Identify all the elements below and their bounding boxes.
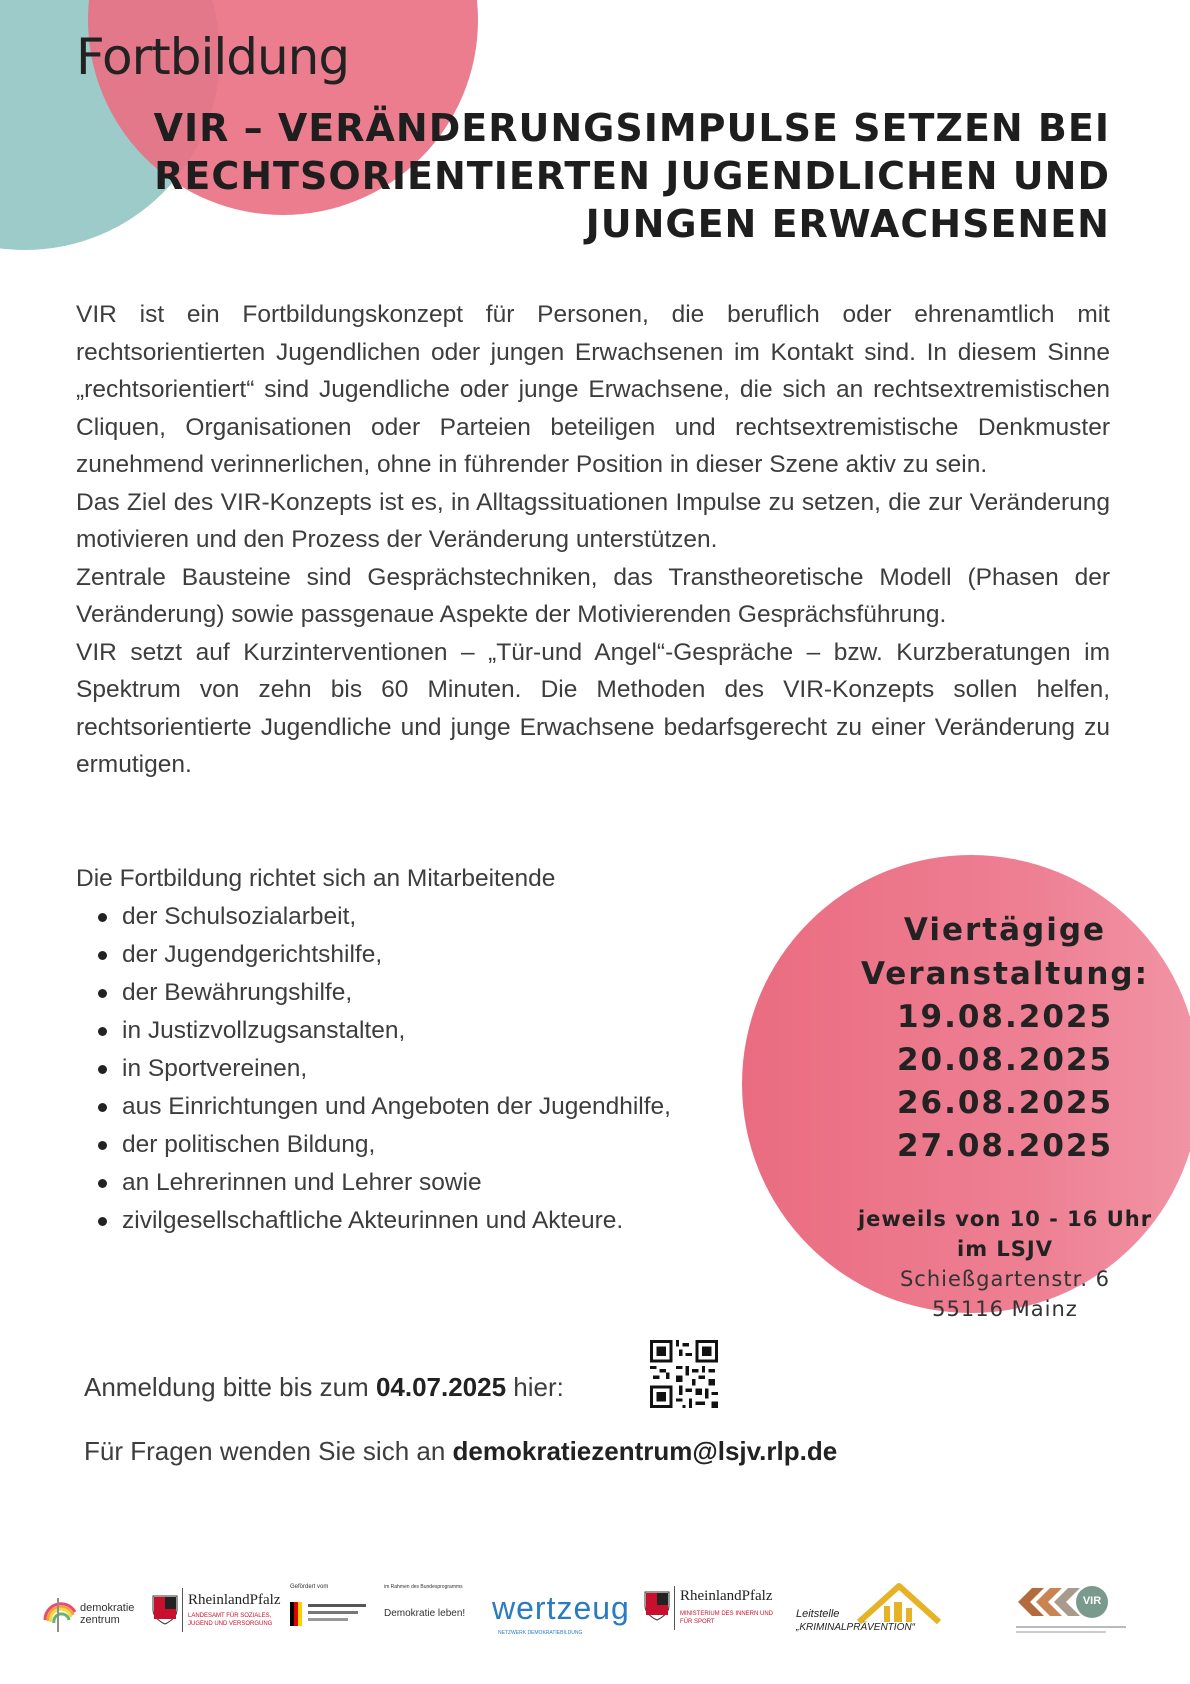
rlp-ministry-logo: RheinlandPfalz MINISTERIUM DES INNERN UND FÜR SPORT (644, 1580, 784, 1650)
paragraph: Das Ziel des VIR-Konzepts ist es, in Alltagssituationen Impulse zu setzen, die zur Veränderung motivieren und den Prozess der Veränderung unterstützen. (76, 488, 1110, 553)
description (76, 296, 1110, 784)
registration-line: Anmeldung bitte bis zum 04.07.2025 hier: (84, 1372, 564, 1402)
title-line: RECHTSORIENTIERTEN JUGENDLICHEN UND (154, 154, 1110, 198)
event-date: 19.08.2025 (896, 999, 1114, 1035)
event-heading: Viertägige (903, 912, 1107, 948)
bullet-icon (98, 1065, 107, 1074)
sponsor-logos (40, 1580, 1150, 1650)
demokratie-leben-logo: im Rahmen des Bundesprogramms Demokratie leben! (384, 1584, 466, 1619)
bullet-icon (98, 1179, 107, 1188)
paragraph: VIR setzt auf Kurzinterventionen – „Tür-und Angel“-Gespräche – bzw. Kurzberatungen im Spektrum von zehn bis 60 Minuten. Die Methoden des VIR-Konzepts sollen helfen, rechtsorientierte Jugendliche und junge Erwachsene bedarfsgerecht zu einer Veränderung zu ermutigen. (76, 638, 1110, 778)
vir-logo: VIR (1016, 1580, 1146, 1650)
registration-deadline: 04.07.2025 (375, 1372, 507, 1402)
rlp-lsjv-logo: RheinlandPfalz LANDESAMT FÜR SOZIALES, JUGEND UND VERSORGUNG (152, 1580, 282, 1650)
coat-of-arms-icon (152, 1592, 178, 1626)
bullet-icon (98, 913, 107, 922)
list-item: an Lehrerinnen und Lehrer sowie (76, 1164, 776, 1202)
list-item: in Justizvollzugsanstalten, (76, 1012, 776, 1050)
bullet-icon (98, 1103, 107, 1112)
bmfsfj-logo: Gefördert vom (290, 1580, 372, 1650)
event-date: 26.08.2025 (896, 1085, 1114, 1121)
event-info (840, 908, 1170, 1324)
audience-section (76, 860, 776, 1240)
registration-qr-code[interactable] (650, 1340, 718, 1408)
bullet-icon (98, 951, 107, 960)
event-time: jeweils von 10 - 16 Uhr (857, 1207, 1153, 1231)
title-line: VIR – VERÄNDERUNGSIMPULSE SETZEN BEI (153, 106, 1110, 150)
contact-line: Für Fragen wenden Sie sich an demokratiezentrum@lsjv.rlp.de (84, 1436, 838, 1466)
list-item: der Jugendgerichtshilfe, (76, 936, 776, 974)
list-item: der politischen Bildung, (76, 1126, 776, 1164)
event-date: 27.08.2025 (896, 1128, 1114, 1164)
event-date: 20.08.2025 (896, 1042, 1114, 1078)
bullet-icon (98, 1217, 107, 1226)
wertzeug-logo: wertzeug NETZWERK DEMOKRATIEBILDUNG (492, 1590, 630, 1636)
paragraph: VIR ist ein Fortbildungskonzept für Personen, die beruflich oder ehrenamtlich mit rechtsorientierten Jugendlichen oder jungen Erwachsenen im Kontakt sind. In diesem Sinne „rechtsorientiert“ sind Jugendliche oder junge Erwachsene, die sich an rechtsextremistischen Cliquen, Organisationen oder Parteien beteiligen und rechtsextremistische Denkmuster zunehmend verinnerlichen, ohne in führender Position in dieser Szene aktiv zu sein. (76, 301, 1110, 478)
bullet-icon (98, 1027, 107, 1036)
kriminalpraevention-logo: Leitstelle „KRIMINALPRÄVENTION“ (796, 1580, 956, 1650)
event-location: im LSJV (957, 1237, 1053, 1261)
event-address: Schießgartenstr. 6 (899, 1267, 1111, 1291)
coat-of-arms-icon (644, 1588, 670, 1622)
rainbow-icon (40, 1590, 80, 1634)
bullet-icon (98, 989, 107, 998)
list-item: aus Einrichtungen und Angeboten der Jugendhilfe, (76, 1088, 776, 1126)
paragraph: Zentrale Bausteine sind Gesprächstechniken, das Transtheoretische Modell (Phasen der Veränderung) sowie passgenaue Aspekte der Motivierenden Gesprächsführung. (76, 563, 1110, 628)
demokratiezentrum-logo: demokratie zentrum (40, 1580, 140, 1650)
list-item: in Sportvereinen, (76, 1050, 776, 1088)
event-heading: Veranstaltung: (861, 956, 1149, 992)
title-line: JUNGEN ERWACHSENEN (585, 202, 1110, 246)
list-item: der Schulsozialarbeit, (76, 898, 776, 936)
audience-list (76, 898, 776, 1240)
page-kicker: Fortbildung (76, 28, 350, 86)
contact-email-link[interactable]: demokratiezentrum@lsjv.rlp.de (452, 1436, 838, 1466)
federal-flag-icon (290, 1602, 304, 1626)
bullet-icon (98, 1141, 107, 1150)
list-item: zivilgesellschaftliche Akteurinnen und Akteure. (76, 1202, 776, 1240)
event-postcode: 55116 Mainz (932, 1297, 1078, 1321)
page-title (110, 104, 1110, 248)
audience-intro: Die Fortbildung richtet sich an Mitarbeitende (76, 865, 556, 892)
list-item: der Bewährungshilfe, (76, 974, 776, 1012)
